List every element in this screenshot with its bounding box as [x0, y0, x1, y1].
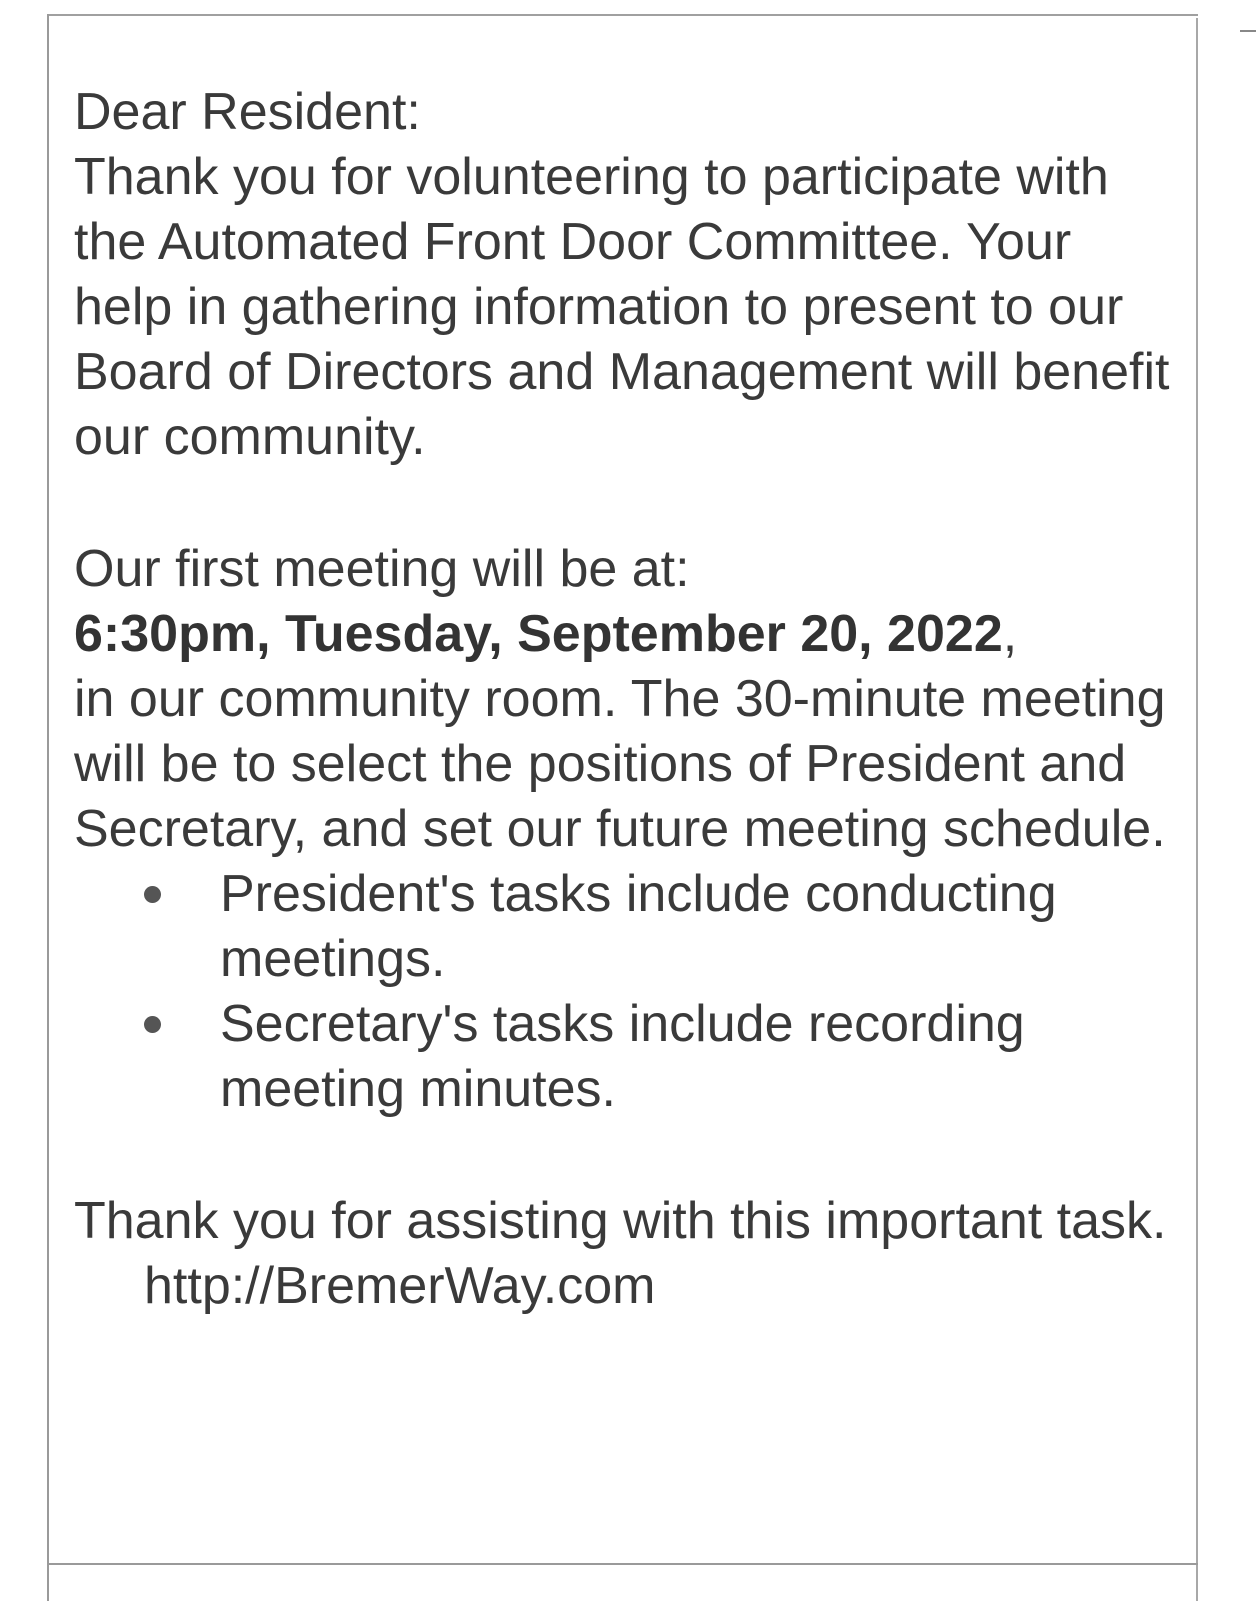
intro-paragraph: Thank you for volunteering to participate with the Automated Front Door Committee. Your help in gathering information to present to our Board of Directors and Management will benefit our community.	[74, 148, 1170, 466]
frame-left-border	[47, 14, 49, 1601]
paragraph-gap	[74, 1122, 1174, 1189]
meeting-datetime-suffix: ,	[1002, 605, 1018, 663]
meeting-paragraph	[74, 602, 1174, 862]
frame-bottom-border	[47, 1563, 1198, 1565]
letter-body	[74, 80, 1174, 1319]
bullet-icon	[144, 886, 161, 903]
paragraph-gap	[74, 470, 1174, 537]
scan-edge-mark	[1240, 30, 1256, 32]
frame-right-border	[1196, 18, 1198, 1601]
meeting-datetime: 6:30pm, Tuesday, September 20, 2022	[74, 605, 1003, 663]
meeting-details: in our community room. The 30-minute meeting will be to select the positions of President and Secretary, and set our future meeting schedule.	[74, 670, 1166, 858]
list-item-secretary	[220, 992, 1174, 1122]
list-item-text: Secretary's tasks include recording meeting minutes.	[220, 995, 1025, 1118]
website-url: http://BremerWay.com	[144, 1257, 656, 1315]
closing-paragraph	[74, 1189, 1174, 1319]
meeting-lead: Our first meeting will be at:	[74, 540, 690, 598]
list-item-president	[220, 862, 1174, 992]
bullet-icon	[144, 1016, 161, 1033]
closing-text: Thank you for assisting with this important task.	[74, 1192, 1167, 1250]
salutation: Dear Resident:	[74, 83, 421, 141]
frame-top-border	[47, 14, 1198, 16]
role-task-list	[74, 862, 1174, 1122]
list-item-text: President's tasks include conducting meetings.	[220, 865, 1057, 988]
